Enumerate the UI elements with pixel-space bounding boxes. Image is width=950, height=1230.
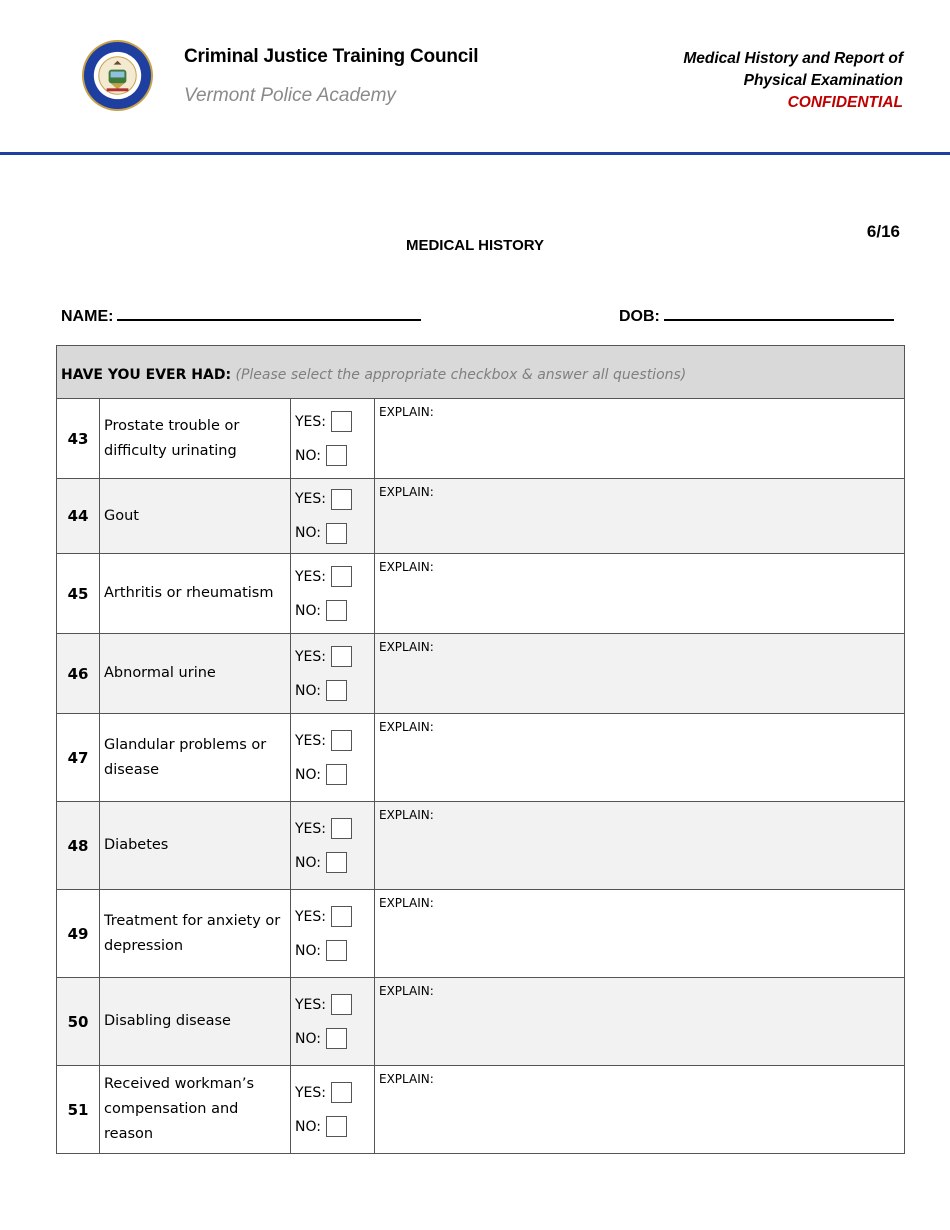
no-checkbox[interactable] <box>326 1028 347 1049</box>
yes-checkbox[interactable] <box>331 1082 352 1103</box>
no-checkbox[interactable] <box>326 445 347 466</box>
no-checkbox[interactable] <box>326 680 347 701</box>
explain-label: EXPLAIN: <box>379 808 434 822</box>
question-number: 43 <box>57 399 100 479</box>
condition-line: Abnormal urine <box>104 665 216 681</box>
yes-checkbox[interactable] <box>331 566 352 587</box>
no-label: NO: <box>295 1030 321 1047</box>
no-label: NO: <box>295 942 321 959</box>
table-header-note: (Please select the appropriate checkbox & answer all questions) <box>235 367 687 383</box>
explain-field[interactable] <box>375 554 905 634</box>
explain-field[interactable] <box>375 1066 905 1154</box>
yes-option <box>295 812 370 846</box>
question-row <box>57 479 905 554</box>
question-number: 48 <box>57 802 100 890</box>
yes-no-cell <box>291 890 375 978</box>
no-label: NO: <box>295 447 321 464</box>
yes-checkbox[interactable] <box>331 818 352 839</box>
question-row <box>57 1066 905 1154</box>
yes-label: YES: <box>295 491 327 507</box>
no-option <box>295 1022 370 1056</box>
question-condition <box>100 714 291 802</box>
condition-line: Disabling disease <box>104 1013 231 1029</box>
explain-label: EXPLAIN: <box>379 984 434 998</box>
yes-option <box>295 560 370 594</box>
question-row <box>57 890 905 978</box>
yes-no-cell <box>291 802 375 890</box>
explain-field[interactable] <box>375 890 905 978</box>
question-condition <box>100 554 291 634</box>
no-checkbox[interactable] <box>326 852 347 873</box>
no-checkbox[interactable] <box>326 764 347 785</box>
condition-line: difficulty urinating <box>104 442 237 459</box>
no-checkbox[interactable] <box>326 940 347 961</box>
explain-label: EXPLAIN: <box>379 560 434 574</box>
condition-line: compensation and <box>104 1101 239 1117</box>
question-condition <box>100 890 291 978</box>
no-option <box>295 846 370 880</box>
no-label: NO: <box>295 1118 321 1135</box>
no-checkbox[interactable] <box>326 523 347 544</box>
yes-label: YES: <box>295 1084 327 1101</box>
no-checkbox[interactable] <box>326 600 347 621</box>
no-option <box>295 758 370 792</box>
yes-checkbox[interactable] <box>331 411 352 432</box>
header-divider <box>0 152 950 155</box>
condition-line: Received workman’s <box>104 1076 255 1092</box>
question-condition <box>100 479 291 554</box>
name-input[interactable] <box>117 305 421 321</box>
explain-field[interactable] <box>375 714 905 802</box>
question-condition <box>100 399 291 479</box>
table-header <box>57 346 905 399</box>
yes-option <box>295 640 370 674</box>
organization-subtitle: Vermont Police Academy <box>184 85 396 106</box>
yes-no-cell <box>291 479 375 554</box>
question-row <box>57 554 905 634</box>
explain-field[interactable] <box>375 978 905 1066</box>
no-option <box>295 439 370 473</box>
explain-label: EXPLAIN: <box>379 896 434 910</box>
yes-no-cell <box>291 554 375 634</box>
yes-checkbox[interactable] <box>331 489 352 510</box>
yes-option <box>295 1076 370 1110</box>
name-label: NAME: <box>61 308 114 325</box>
organization-title: Criminal Justice Training Council <box>184 46 479 67</box>
no-label: NO: <box>295 854 321 871</box>
condition-line: Arthritis or rheumatism <box>104 585 274 601</box>
dob-label: DOB: <box>619 308 660 325</box>
form-title-line2: Physical Examination <box>743 72 903 89</box>
yes-option <box>295 482 370 516</box>
explain-field[interactable] <box>375 479 905 554</box>
explain-field[interactable] <box>375 634 905 714</box>
explain-label: EXPLAIN: <box>379 405 434 419</box>
name-field <box>61 305 421 326</box>
explain-label: EXPLAIN: <box>379 1072 434 1086</box>
yes-no-cell <box>291 634 375 714</box>
question-number: 46 <box>57 634 100 714</box>
yes-label: YES: <box>295 568 327 585</box>
confidential-label: CONFIDENTIAL <box>787 94 903 111</box>
question-condition <box>100 802 291 890</box>
no-option <box>295 934 370 968</box>
question-condition <box>100 634 291 714</box>
question-number: 44 <box>57 479 100 554</box>
page-number: 6/16 <box>866 222 900 241</box>
explain-label: EXPLAIN: <box>379 485 434 499</box>
question-row <box>57 714 905 802</box>
question-number: 49 <box>57 890 100 978</box>
no-option <box>295 516 370 550</box>
vermont-seal-logo <box>81 39 154 112</box>
question-row <box>57 634 905 714</box>
yes-label: YES: <box>295 648 327 665</box>
condition-line: depression <box>104 937 184 954</box>
form-title-line1: Medical History and Report of <box>683 50 903 67</box>
yes-checkbox[interactable] <box>331 730 352 751</box>
no-option <box>295 594 370 628</box>
no-label: NO: <box>295 602 321 619</box>
condition-line: Gout <box>104 507 139 524</box>
question-row <box>57 802 905 890</box>
yes-label: YES: <box>295 908 327 925</box>
yes-no-cell <box>291 714 375 802</box>
yes-label: YES: <box>295 413 327 430</box>
yes-label: YES: <box>295 996 327 1013</box>
question-number: 50 <box>57 978 100 1066</box>
condition-line: Glandular problems or <box>104 736 267 753</box>
yes-no-cell <box>291 1066 375 1154</box>
explain-label: EXPLAIN: <box>379 720 434 734</box>
medical-history-table <box>56 345 905 1154</box>
condition-line: Diabetes <box>104 837 169 853</box>
dob-input[interactable] <box>664 305 894 321</box>
no-label: NO: <box>295 766 321 783</box>
table-header-title: HAVE YOU EVER HAD: <box>61 367 232 383</box>
condition-line: disease <box>104 761 160 778</box>
question-number: 45 <box>57 554 100 634</box>
no-option <box>295 674 370 708</box>
yes-option <box>295 988 370 1022</box>
no-option <box>295 1110 370 1144</box>
yes-no-cell <box>291 399 375 479</box>
no-checkbox[interactable] <box>326 1116 347 1137</box>
yes-checkbox[interactable] <box>331 994 352 1015</box>
question-number: 47 <box>57 714 100 802</box>
question-condition <box>100 978 291 1066</box>
condition-line: Prostate trouble or <box>104 417 240 434</box>
question-row <box>57 978 905 1066</box>
section-title: MEDICAL HISTORY <box>405 237 545 254</box>
yes-checkbox[interactable] <box>331 646 352 667</box>
explain-field[interactable] <box>375 802 905 890</box>
yes-option <box>295 724 370 758</box>
condition-line: reason <box>104 1126 154 1142</box>
yes-option <box>295 405 370 439</box>
dob-field <box>619 305 894 326</box>
condition-line: Treatment for anxiety or <box>104 912 281 929</box>
yes-checkbox[interactable] <box>331 906 352 927</box>
yes-no-cell <box>291 978 375 1066</box>
question-condition <box>100 1066 291 1154</box>
no-label: NO: <box>295 525 321 541</box>
explain-field[interactable] <box>375 399 905 479</box>
question-row <box>57 399 905 479</box>
form-title <box>683 48 903 114</box>
yes-label: YES: <box>295 820 327 837</box>
yes-option <box>295 900 370 934</box>
question-number: 51 <box>57 1066 100 1154</box>
explain-label: EXPLAIN: <box>379 640 434 654</box>
no-label: NO: <box>295 682 321 699</box>
yes-label: YES: <box>295 732 327 749</box>
